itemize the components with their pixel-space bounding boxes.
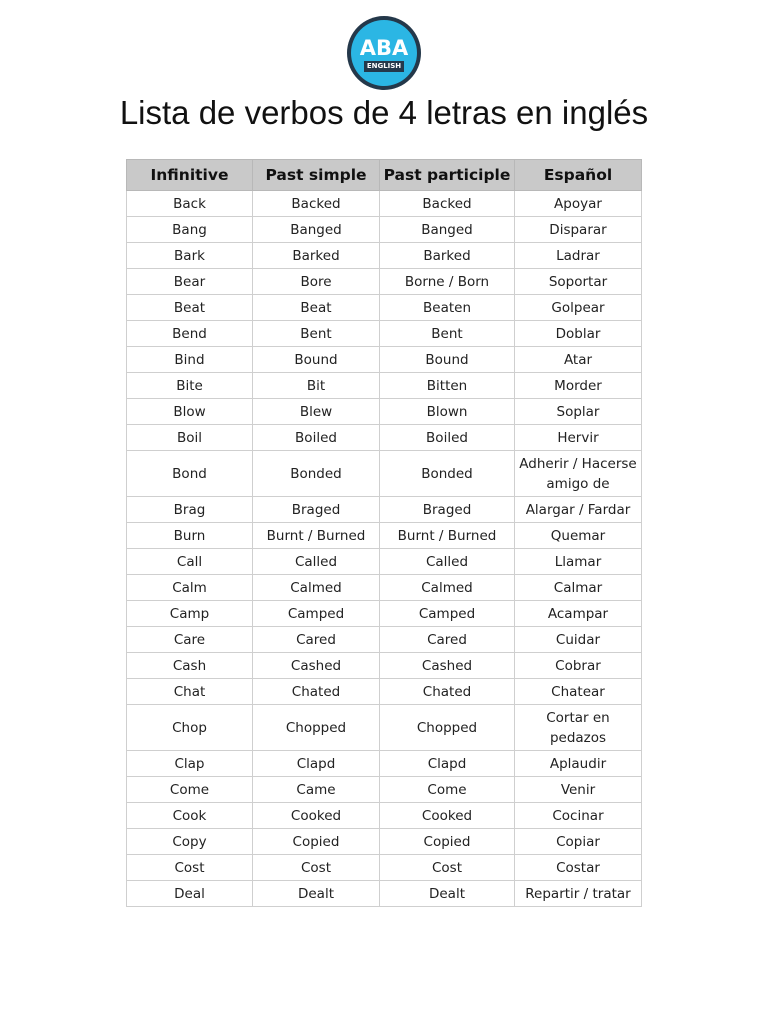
table-row xyxy=(127,653,642,679)
cell-infinitive: Blow xyxy=(127,399,253,425)
cell-past-simple: Braged xyxy=(253,497,380,523)
cell-past-simple: Cooked xyxy=(253,803,380,829)
cell-past-participle: Bonded xyxy=(380,451,515,497)
cell-past-simple: Blew xyxy=(253,399,380,425)
cell-past-participle: Bound xyxy=(380,347,515,373)
table-row xyxy=(127,881,642,907)
logo-badge xyxy=(351,20,417,86)
cell-past-simple: Clapd xyxy=(253,751,380,777)
cell-past-participle: Calmed xyxy=(380,575,515,601)
logo-text: ABA xyxy=(359,35,409,60)
cell-espanol: Soplar xyxy=(515,399,642,425)
table-row xyxy=(127,373,642,399)
cell-past-participle: Cared xyxy=(380,627,515,653)
cell-infinitive: Beat xyxy=(127,295,253,321)
table-header-row xyxy=(127,160,642,191)
table-row xyxy=(127,269,642,295)
table-row xyxy=(127,829,642,855)
cell-infinitive: Cash xyxy=(127,653,253,679)
header-past-participle: Past participle xyxy=(380,160,515,191)
cell-infinitive: Bark xyxy=(127,243,253,269)
table-row xyxy=(127,601,642,627)
cell-past-simple: Bit xyxy=(253,373,380,399)
cell-infinitive: Bind xyxy=(127,347,253,373)
cell-past-participle: Cost xyxy=(380,855,515,881)
cell-past-participle: Clapd xyxy=(380,751,515,777)
cell-espanol: Cocinar xyxy=(515,803,642,829)
cell-infinitive: Chop xyxy=(127,705,253,751)
cell-past-simple: Copied xyxy=(253,829,380,855)
cell-past-participle: Cooked xyxy=(380,803,515,829)
cell-espanol: Costar xyxy=(515,855,642,881)
cell-infinitive: Cook xyxy=(127,803,253,829)
cell-past-simple: Cost xyxy=(253,855,380,881)
table-row xyxy=(127,523,642,549)
cell-infinitive: Back xyxy=(127,191,253,217)
table-row xyxy=(127,705,642,751)
table-row xyxy=(127,243,642,269)
table-row xyxy=(127,295,642,321)
cell-infinitive: Copy xyxy=(127,829,253,855)
cell-infinitive: Call xyxy=(127,549,253,575)
cell-past-simple: Cared xyxy=(253,627,380,653)
cell-espanol: Doblar xyxy=(515,321,642,347)
table-row xyxy=(127,191,642,217)
cell-espanol: Copiar xyxy=(515,829,642,855)
cell-past-simple: Chated xyxy=(253,679,380,705)
cell-past-participle: Beaten xyxy=(380,295,515,321)
cell-past-simple: Chopped xyxy=(253,705,380,751)
header-espanol: Español xyxy=(515,160,642,191)
cell-past-participle: Copied xyxy=(380,829,515,855)
verbs-table xyxy=(126,159,642,907)
cell-espanol: Adherir / Hacerse amigo de xyxy=(515,451,642,497)
table-row xyxy=(127,497,642,523)
table-row xyxy=(127,399,642,425)
cell-past-simple: Burnt / Burned xyxy=(253,523,380,549)
cell-espanol: Atar xyxy=(515,347,642,373)
aba-english-logo xyxy=(347,16,421,90)
cell-past-participle: Borne / Born xyxy=(380,269,515,295)
table-row xyxy=(127,549,642,575)
cell-past-simple: Calmed xyxy=(253,575,380,601)
cell-past-simple: Bent xyxy=(253,321,380,347)
cell-past-simple: Cashed xyxy=(253,653,380,679)
cell-infinitive: Bang xyxy=(127,217,253,243)
cell-past-participle: Chated xyxy=(380,679,515,705)
cell-infinitive: Burn xyxy=(127,523,253,549)
cell-infinitive: Chat xyxy=(127,679,253,705)
cell-infinitive: Camp xyxy=(127,601,253,627)
cell-past-participle: Cashed xyxy=(380,653,515,679)
cell-espanol: Llamar xyxy=(515,549,642,575)
cell-past-simple: Banged xyxy=(253,217,380,243)
cell-espanol: Quemar xyxy=(515,523,642,549)
table-row xyxy=(127,451,642,497)
cell-past-participle: Bent xyxy=(380,321,515,347)
cell-past-participle: Braged xyxy=(380,497,515,523)
cell-espanol: Cuidar xyxy=(515,627,642,653)
cell-infinitive: Clap xyxy=(127,751,253,777)
cell-past-participle: Chopped xyxy=(380,705,515,751)
header-infinitive: Infinitive xyxy=(127,160,253,191)
cell-espanol: Cortar en pedazos xyxy=(515,705,642,751)
cell-infinitive: Deal xyxy=(127,881,253,907)
cell-past-participle: Backed xyxy=(380,191,515,217)
cell-past-participle: Bitten xyxy=(380,373,515,399)
cell-infinitive: Come xyxy=(127,777,253,803)
cell-espanol: Chatear xyxy=(515,679,642,705)
cell-past-participle: Come xyxy=(380,777,515,803)
cell-past-simple: Bonded xyxy=(253,451,380,497)
cell-espanol: Repartir / tratar xyxy=(515,881,642,907)
table-row xyxy=(127,575,642,601)
cell-espanol: Venir xyxy=(515,777,642,803)
cell-past-simple: Bore xyxy=(253,269,380,295)
cell-past-participle: Banged xyxy=(380,217,515,243)
logo-subtext: ENGLISH xyxy=(364,61,404,72)
cell-past-simple: Camped xyxy=(253,601,380,627)
cell-past-simple: Boiled xyxy=(253,425,380,451)
cell-past-participle: Burnt / Burned xyxy=(380,523,515,549)
cell-espanol: Golpear xyxy=(515,295,642,321)
cell-infinitive: Brag xyxy=(127,497,253,523)
cell-espanol: Apoyar xyxy=(515,191,642,217)
cell-past-participle: Boiled xyxy=(380,425,515,451)
cell-past-participle: Blown xyxy=(380,399,515,425)
cell-espanol: Calmar xyxy=(515,575,642,601)
cell-espanol: Disparar xyxy=(515,217,642,243)
cell-espanol: Ladrar xyxy=(515,243,642,269)
table-row xyxy=(127,321,642,347)
header-past-simple: Past simple xyxy=(253,160,380,191)
cell-infinitive: Bite xyxy=(127,373,253,399)
cell-infinitive: Bear xyxy=(127,269,253,295)
table-row xyxy=(127,425,642,451)
cell-past-simple: Dealt xyxy=(253,881,380,907)
cell-past-simple: Called xyxy=(253,549,380,575)
cell-infinitive: Care xyxy=(127,627,253,653)
cell-past-participle: Dealt xyxy=(380,881,515,907)
cell-infinitive: Boil xyxy=(127,425,253,451)
cell-past-simple: Came xyxy=(253,777,380,803)
page-title: Lista de verbos de 4 letras en inglés xyxy=(119,94,649,131)
cell-past-participle: Barked xyxy=(380,243,515,269)
cell-past-participle: Called xyxy=(380,549,515,575)
cell-espanol: Cobrar xyxy=(515,653,642,679)
table-row xyxy=(127,679,642,705)
cell-infinitive: Bond xyxy=(127,451,253,497)
cell-infinitive: Bend xyxy=(127,321,253,347)
cell-past-simple: Barked xyxy=(253,243,380,269)
cell-past-simple: Beat xyxy=(253,295,380,321)
table-row xyxy=(127,777,642,803)
table-row xyxy=(127,217,642,243)
cell-espanol: Morder xyxy=(515,373,642,399)
table-row xyxy=(127,347,642,373)
table-row xyxy=(127,751,642,777)
cell-espanol: Soportar xyxy=(515,269,642,295)
cell-espanol: Alargar / Fardar xyxy=(515,497,642,523)
cell-espanol: Acampar xyxy=(515,601,642,627)
cell-past-simple: Bound xyxy=(253,347,380,373)
cell-past-participle: Camped xyxy=(380,601,515,627)
cell-espanol: Hervir xyxy=(515,425,642,451)
table-row xyxy=(127,803,642,829)
cell-past-simple: Backed xyxy=(253,191,380,217)
cell-infinitive: Calm xyxy=(127,575,253,601)
table-row xyxy=(127,627,642,653)
table-body xyxy=(127,191,642,907)
table-row xyxy=(127,855,642,881)
cell-infinitive: Cost xyxy=(127,855,253,881)
cell-espanol: Aplaudir xyxy=(515,751,642,777)
